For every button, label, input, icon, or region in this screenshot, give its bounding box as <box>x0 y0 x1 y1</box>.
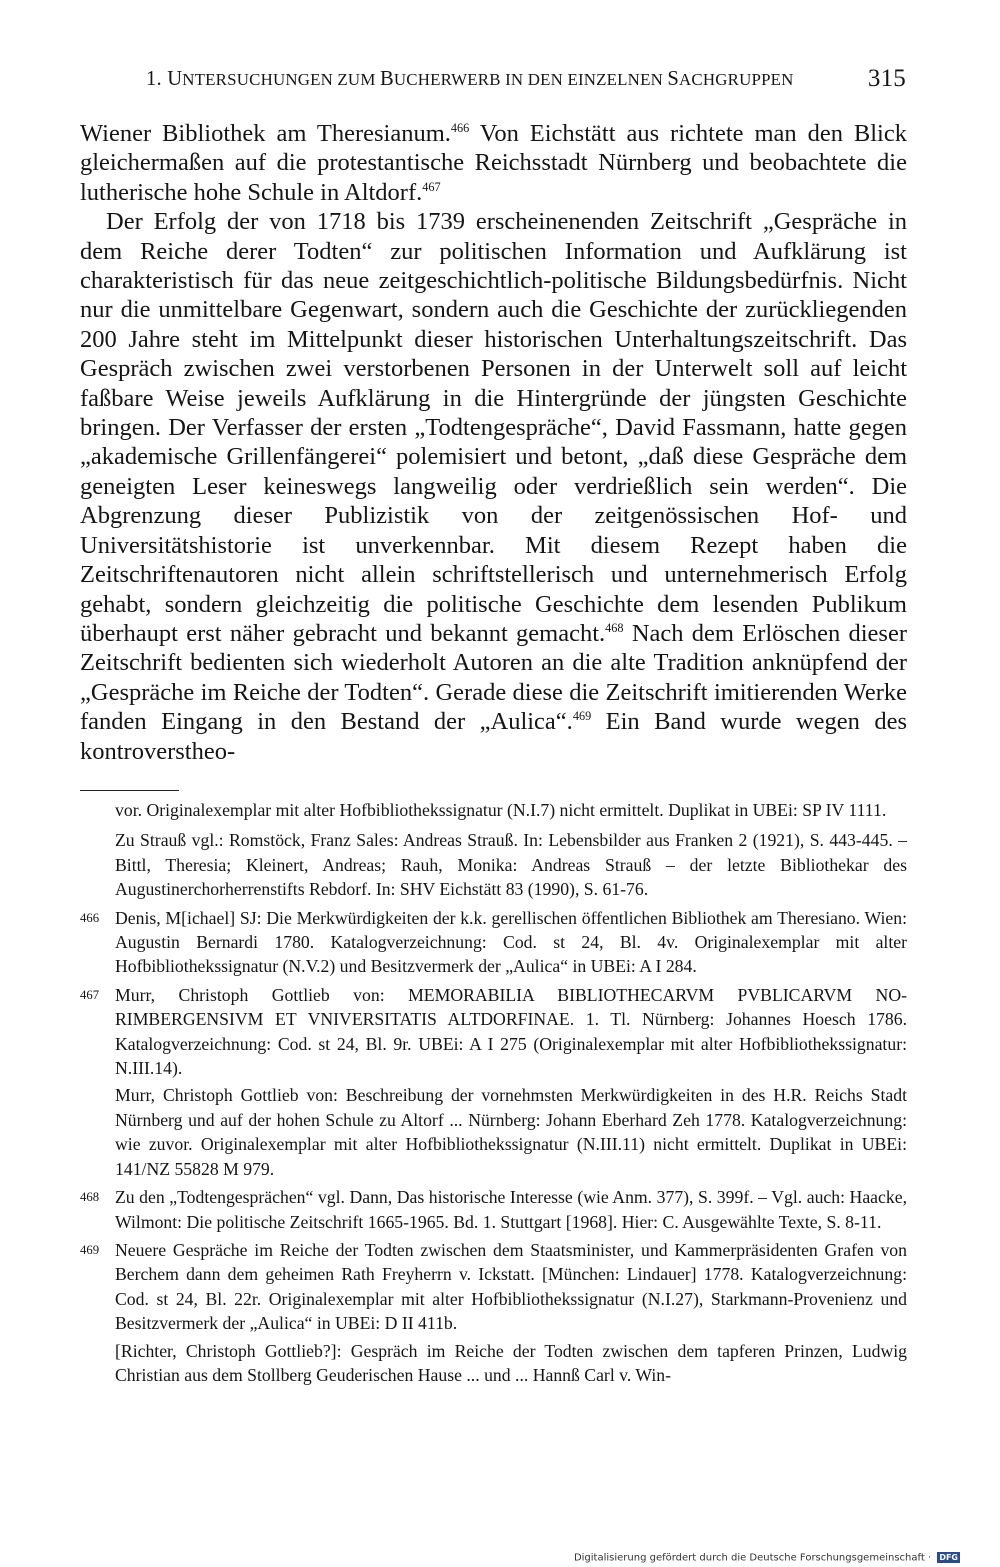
footnote-467: 467 Murr, Christoph Gottlieb von: MEMORABILIA BIBLIOTHECARVM PVBLICARVM NORIMBERGENSIVM ET VNIVERSITATIS ALTDORFINAE. 1. Tl. Nürnberg: Johannes Hoesch 1786. Katalogverzeichnung: Cod. st 24, Bl. 9r. UBEi: A I 275 (Originalexemplar mit alter Hofbibliothekssignatur: N.III.14). Murr, Christoph Gottlieb von: Beschreibung der vornehmsten Merkwürdigkeiten in des H.R. Reichs Stadt Nürnberg und auf der hohen Schule zu Altorf ... Nürnberg: Johann Eberhard Zeh 1778. Katalogverzeichnung: wie zuvor. Originalexemplar mit alter Hofbibliothekssignatur (N.III.11) nicht ermittelt. Duplikat in UBEi: 141/NZ 55828 M 979. <box>80 984 907 1179</box>
footnote-ref[interactable]: 466 <box>450 120 470 135</box>
body-text <box>80 119 907 766</box>
digitization-credit: Digitalisierung gefördert durch die Deutsche Forschungsgemeinschaft · DFG <box>573 1552 958 1564</box>
footnote-number: 468 <box>80 1190 100 1205</box>
footnote-ref[interactable]: 468 <box>605 620 624 635</box>
running-header <box>146 62 906 96</box>
page-number: 315 <box>867 65 906 92</box>
footnote-ref[interactable]: 467 <box>422 179 441 194</box>
running-title: 1. UNTERSUCHUNGEN ZUM BUCHERWERB IN DEN EINZELNEN SACHGRUPPEN <box>146 68 794 90</box>
footnote-466: 466 Denis, M[ichael] SJ: Die Merkwürdigkeiten der k.k. gerellischen öffentlichen Bibliothek am Theresiano. Wien: Augustin Bernardi 1780. Katalogverzeichnung: Cod. st 24, Bl. 4v. Originalexemplar mit alter Hofbibliothekssignatur (N.V.2) und Besitzvermerk der „Aulica“ in UBEi: A I 284. <box>80 907 907 977</box>
dfg-logo: DFG <box>939 1553 958 1562</box>
paragraph: Wiener Bibliothek am Theresianum.$^{466}$ Von Eichstätt aus richtete man den Blick gleichermaßen auf die protestantische Reichsstadt Nürnberg und beobachtete die lutherische hohe Schule in Altdorf.$^{467}$ <box>80 120 907 206</box>
footnote-468: 468 Zu den „Todtengesprächen“ vgl. Dann, Das historische Interesse (wie Anm. 377), S. 399f. – Vgl. auch: Haacke, Wilmont: Die politische Zeitschrift 1665-1965. Bd. 1. Stuttgart [1968]. Hier: C. Ausgewählte Texte, S. 8-11. <box>80 1187 907 1232</box>
footnote-number: 467 <box>80 987 100 1002</box>
footnote-ref[interactable]: 469 <box>572 708 592 723</box>
footnote-469: 469 Neuere Gespräche im Reiche der Todten zwischen dem Staatsminister, und Kammerpräsidenten Grafen von Berchem dann dem geheimen Rath Freyherrn v. Ickstatt. [München: Lindauer] 1778. Katalogverzeichnung: Cod. st 24, Bl. 22r. Originalexemplar mit alter Hofbibliothekssignatur (N.I.27), Starkmann-Provenienz und Besitzvermerk der „Aulica“ in UBEi: D II 411b. [Richter, Christoph Gottlieb?]: Gespräch im Reiche der Todten zwischen dem tapferen Prinzen, Ludwig Christian aus dem Stollberg Geuderischen Hause ... und ... Hannß Carl v. Win- <box>80 1239 907 1385</box>
footnote-separator <box>80 790 179 791</box>
footnote-number: 466 <box>80 910 100 925</box>
footnote-continuation: vor. Originalexemplar mit alter Hofbibliothekssignatur (N.I.7) nicht ermittelt. Duplikat in UBEi: SP IV 1111. Zu Strauß vgl.: Romstöck, Franz Sales: Andreas Strauß. In: Lebensbilder aus Franken 2 (1921), S. 443-445. – Bittl, Theresia; Kleinert, Andreas; Rauh, Monika: Andreas Strauß – der letzte Bibliothekar des Augustinerchorherrenstifts Rebdorf. In: SHV Eichstätt 83 (1990), S. 61-76. <box>115 800 907 900</box>
footnotes <box>80 798 907 1391</box>
paragraph: Der Erfolg der von 1718 bis 1739 erscheinenenden Zeitschrift „Gespräche in dem Reiche derer Todten“ zur politischen Information und Aufklärung ist charakteristisch für das neue zeitgeschichtlich-politische Bildungsbedürfnis. Nicht nur die unmittelbare Gegenwart, sondern auch die Geschichte der zurückliegenden 200 Jahre steht im Mittelpunkt dieser historischen Unterhaltungszeitschrift. Das Gespräch zwischen zwei verstorbenen Personen in der Unterwelt soll auf leicht faßbare Weise jeweils Aufklärung in die Hintergründe der jüngsten Geschichte bringen. Der Verfasser der ersten „Todtengespräche“, David Fassmann, hatte gegen „akademische Grillenfängerei“ polemisiert und betont, „daß diese Gespräche dem geneigten Leser keineswegs langweilig oder verdrießlich sein werden“. Die Abgrenzung dieser Publizistik von der zeitgenössischen Hof- und Universitätshistorie ist unverkennbar. Mit diesem Rezept haben die Zeitschriftenautoren nicht allein schriftstellerisch und unternehmerisch Erfolg gehabt, sondern gleichzeitig die politische Geschichte dem lesenden Publikum überhaupt erst näher gebracht und bekannt gemacht.$^{468}$ Nach dem Erlöschen dieser Zeitschrift bedienten sich wiederholt Autoren an die alte Tradition anknüpfend der „Gespräche im Reiche der Todten“. Gerade diese die Zeitschrift imitierenden Werke fanden Eingang in den Bestand der „Aulica“.$^{469}$ Ein Band wurde wegen des kontroverstheo- <box>80 208 907 765</box>
footnote-number: 469 <box>80 1242 100 1257</box>
